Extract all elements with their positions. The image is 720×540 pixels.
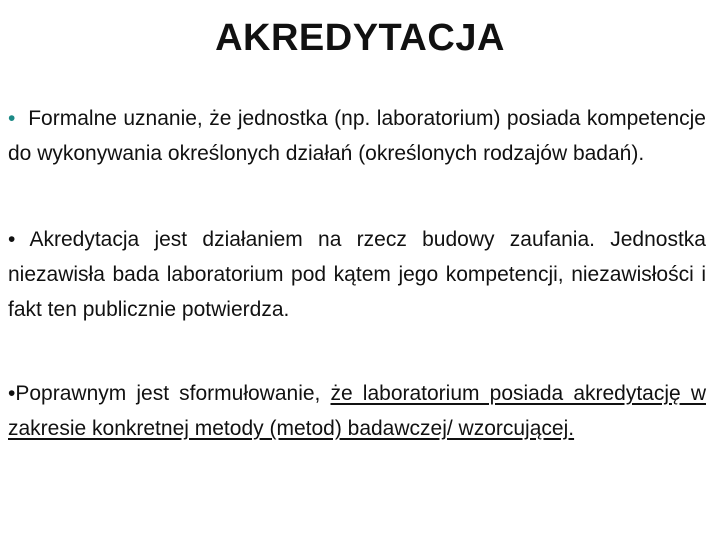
paragraph-text: Akredytacja jest działaniem na rzecz budowy zaufania. Jednostka niezawisła bada laboratorium pod kątem jego kompetencji, niezawisłości i fakt ten publicznie potwierdza. (8, 228, 706, 321)
bullet-icon: • (8, 107, 16, 130)
paragraph-lead-text: Poprawnym jest sformułowanie, (15, 382, 331, 405)
paragraph-correct-wording (8, 376, 706, 446)
paragraph-underlined-text: że laboratorium posiada akredytację w zakresie konkretnej metody (metod) badawczej/ wzorcującej. (8, 382, 706, 440)
bullet-icon: • (8, 228, 16, 251)
paragraph-trust (8, 222, 706, 327)
bullet-icon: • (8, 382, 16, 405)
slide-title: AKREDYTACJA (215, 17, 505, 59)
paragraph-definition (8, 101, 706, 171)
paragraph-text: Formalne uznanie, że jednostka (np. laboratorium) posiada kompetencje do wykonywania określonych działań (określonych rodzajów badań). (8, 107, 706, 165)
